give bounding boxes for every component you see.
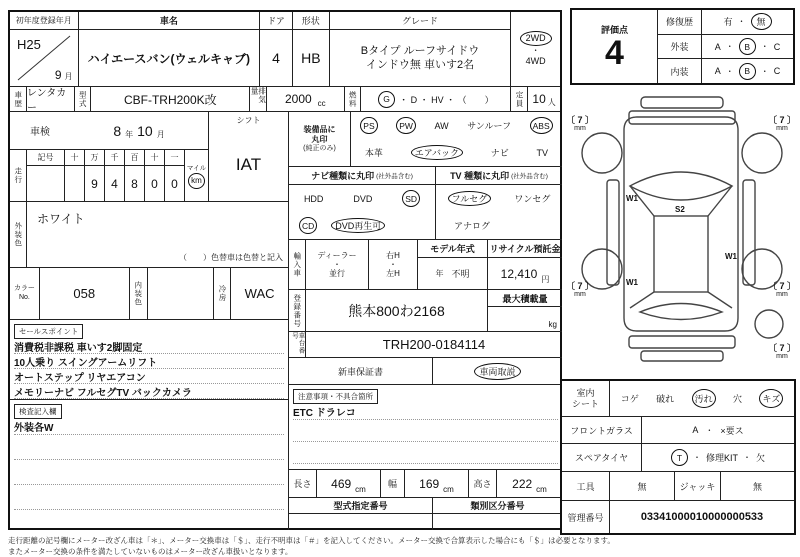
- nav-dvd: DVD: [353, 193, 373, 204]
- importer-dot2: ・: [389, 259, 397, 269]
- registration-month: 9: [54, 68, 62, 82]
- importer-label: 輸入車: [292, 251, 302, 278]
- tv-type-header: TV 種類に丸印: [450, 171, 510, 181]
- km-circled: km: [188, 173, 205, 189]
- notes-tag: 注意事項・不具合箇所: [293, 389, 378, 404]
- seat-scratch-circled: キズ: [759, 389, 783, 408]
- digit-2: 9: [91, 176, 98, 191]
- length-value: 469: [331, 476, 352, 491]
- drive-cell: [511, 12, 560, 86]
- door-cell: [260, 12, 293, 86]
- tv-analog: アナログ: [454, 221, 491, 231]
- door-label: ドア: [260, 12, 292, 30]
- designation-number-label: 型式指定番号: [289, 498, 432, 514]
- notes-line3: [293, 442, 558, 464]
- rating-score-label: 評価点: [600, 25, 628, 35]
- tread-rear-right: 〔 7 〕 mm: [768, 281, 797, 298]
- model-code-label: 型式: [78, 90, 88, 108]
- registration-month-unit: 月: [64, 72, 73, 81]
- tread-spare: 〔 7 〕 mm: [768, 343, 797, 360]
- equip-ps: PS: [360, 117, 377, 134]
- shift-label: シフト: [236, 115, 261, 125]
- max-load-unit: kg: [548, 320, 557, 329]
- recycle-unit: 円: [541, 275, 550, 284]
- footer-line2: またメーター交換の条件を満たしていないものはメーター改ざん車扱いとなります。: [8, 547, 293, 557]
- tread-front-left: 〔 7 〕 mm: [566, 115, 595, 132]
- seat-label-1: 室内: [576, 387, 595, 398]
- tv-fullseg: フルセグ: [448, 191, 492, 206]
- main-form: [8, 10, 562, 530]
- notes-line2: [293, 420, 558, 442]
- model-year-value: 不明: [451, 269, 470, 279]
- interior-grade-label: 内装: [658, 59, 702, 83]
- tv-oneseg: ワンセグ: [514, 194, 551, 204]
- width-value: 169: [419, 476, 440, 491]
- tools-label: 工具: [562, 472, 610, 500]
- length-label: 長さ: [289, 470, 317, 497]
- mileage-label: 走行: [13, 167, 23, 184]
- car-name-label: 車名: [79, 12, 260, 30]
- shaken-month-unit: 月: [156, 130, 165, 139]
- importer-parallel: 並行: [329, 269, 345, 279]
- interior-grade-b-circled: B: [739, 63, 756, 80]
- windshield-dot: ・: [705, 425, 714, 435]
- color-no-value: 058: [40, 268, 130, 319]
- fuel-label: 燃料: [348, 90, 358, 108]
- spare-tire-label: スペアタイヤ: [562, 444, 642, 471]
- sales-point-line3: オートステップ リヤエアコン: [14, 369, 284, 384]
- door-value: 4: [272, 50, 280, 66]
- history-label: 車歴: [13, 90, 23, 108]
- exterior-grade-a: A: [714, 41, 721, 52]
- interior-grade-a: A: [714, 66, 721, 77]
- seat-burn: コゲ: [620, 394, 639, 404]
- inspection-note-line2: [14, 435, 284, 460]
- damage-mark-s2-center: S2: [675, 205, 685, 214]
- height-unit: cm: [536, 485, 547, 494]
- header-row: [10, 12, 560, 87]
- repair-history-label: 修復歴: [658, 10, 702, 34]
- inspection-notes-tag: 検査記入欄: [14, 404, 62, 419]
- car-damage-diagram: [562, 90, 800, 380]
- drive-4wd: 4WD: [525, 55, 546, 66]
- displacement-value: 2000: [284, 92, 312, 106]
- shaken-label: 車検: [30, 127, 50, 138]
- grade-label: グレード: [330, 12, 511, 30]
- damage-mark-w1-right: W1: [725, 252, 737, 261]
- registration-number-label: 登録番号: [292, 293, 302, 328]
- exterior-grade-c: C: [773, 41, 781, 52]
- mileage-sign-value: [27, 166, 64, 201]
- windshield-label: フロントガラス: [562, 417, 642, 443]
- digit-6: 0: [171, 176, 178, 191]
- digit-header-3: 千: [105, 150, 124, 166]
- jack-value: 無: [752, 481, 762, 492]
- model-row: [10, 87, 560, 112]
- digit-header-4: 百: [125, 150, 144, 166]
- exterior-color-label: 外装色: [13, 221, 23, 248]
- interior-color-label: 内装色: [133, 280, 143, 307]
- capacity-label: 定員: [515, 90, 525, 108]
- equip-pw: PW: [396, 117, 416, 134]
- fuel-gasoline: G: [378, 91, 395, 108]
- classification-number-label: 類別区分番号: [433, 498, 562, 514]
- car-name-value: ハイエースバン(ウェルキャブ): [87, 51, 251, 66]
- sales-points-tag: セールスポイント: [14, 324, 83, 339]
- shaken-month: 10: [137, 122, 153, 139]
- footer-line1: 走行距離の記号欄にメーター改ざん車は「＊」、メーター交換車は「＄」、走行不明車は「＃」を記入してください。メーター交換で合算表示した場合にも「＄」は必要となります。: [8, 536, 615, 545]
- seat-hole: 穴: [733, 394, 743, 404]
- exterior-grade-label: 外装: [658, 35, 702, 59]
- sales-point-line4: メモリーナビ フルセグTV バックカメラ: [14, 384, 284, 399]
- capacity-value: 10: [532, 92, 546, 106]
- tv-type-note: (社外品含む): [511, 173, 548, 180]
- registration-number-value: 熊本800わ2168: [306, 290, 488, 331]
- windshield-x: ×要ス: [720, 425, 744, 436]
- manual-doc-circled: 車両取説: [474, 363, 520, 380]
- spare-dot2: ・: [743, 453, 751, 462]
- first-registration-cell: [10, 12, 79, 86]
- inspection-note-line4: [14, 485, 284, 510]
- nav-dvd-play: DVD再生可: [331, 218, 385, 233]
- mile-label: マイル: [186, 164, 207, 172]
- drive-2wd: 2WD: [520, 31, 552, 46]
- seat-tear: 破れ: [656, 394, 675, 404]
- exterior-color-value: ホワイト: [37, 212, 85, 226]
- warranty-doc-label: 新車保証書: [289, 358, 433, 384]
- digit-3: 4: [111, 176, 118, 191]
- grade-cell: [330, 12, 512, 86]
- exterior-dot2: ・: [760, 42, 769, 51]
- sales-point-line2: 10人乗り スイングアームリフト: [14, 354, 284, 369]
- exterior-grade-b-circled: B: [739, 38, 756, 55]
- nav-type-header: ナビ種類に丸印: [311, 171, 375, 181]
- equip-tv: TV: [536, 147, 549, 158]
- importer-dot1: ・: [333, 259, 341, 269]
- recycle-value: 12,410: [500, 266, 538, 281]
- equipment-label-1: 装備品に: [303, 124, 336, 134]
- history-value: レンタカー: [27, 87, 75, 111]
- equip-navi: ナビ: [490, 148, 509, 158]
- rating-score: 4: [605, 34, 624, 72]
- rating-panel: [570, 8, 795, 85]
- seat-stain-circled: 汚れ: [692, 389, 716, 408]
- classification-number-value: [433, 514, 562, 530]
- windshield-a: A: [692, 425, 699, 435]
- damage-mark-w1-rear-left: W1: [626, 278, 638, 287]
- color-no-label-1: カラー: [13, 285, 35, 293]
- importer-rh: 右H: [386, 250, 400, 260]
- shaken-year-unit: 年: [125, 130, 134, 139]
- repair-yes: 有: [723, 17, 733, 28]
- notes-line1: ETC ドラレコ: [293, 404, 558, 420]
- digit-1: [65, 166, 84, 201]
- width-unit: cm: [443, 485, 454, 494]
- importer-lh: 左H: [386, 269, 400, 279]
- spare-missing: 欠: [756, 453, 766, 463]
- car-topview-drawing: [562, 90, 800, 380]
- footer-notes: [8, 535, 796, 557]
- left-column: [10, 112, 289, 530]
- equipment-label-2: 丸印: [311, 134, 328, 144]
- equip-abs: ABS: [530, 117, 553, 134]
- model-year-label: モデル年式: [418, 240, 487, 258]
- digit-header-6: 一: [165, 150, 184, 166]
- designation-number-value: [289, 514, 432, 530]
- digit-header-5: 十: [145, 150, 164, 166]
- equip-leather: 本革: [364, 148, 383, 158]
- ac-label: 冷房: [217, 285, 227, 302]
- middle-column: [289, 112, 562, 530]
- nav-type-note: (社外品含む): [376, 173, 413, 180]
- nav-sd: SD: [402, 190, 420, 207]
- color-no-label-2: No.: [18, 293, 30, 301]
- management-number-label: 管理番号: [562, 501, 610, 533]
- equipment-label-3: (純正のみ): [303, 144, 336, 152]
- digit-5: 0: [151, 176, 158, 191]
- first-registration-label: 初年度登録年月: [10, 12, 78, 30]
- shape-value: HB: [301, 50, 321, 66]
- spare-tire-t-circled: T: [671, 449, 688, 466]
- equip-aw: AW: [434, 120, 449, 131]
- displacement-label: 排気量: [250, 87, 267, 104]
- grade-line2: インドウ無 車いす2名: [365, 59, 475, 71]
- equip-sunroof: サンルーフ: [467, 121, 512, 131]
- capacity-unit: 人: [547, 98, 556, 107]
- tools-value: 無: [610, 472, 675, 500]
- registration-era: H25: [17, 37, 41, 52]
- jack-label: ジャッキ: [675, 472, 721, 500]
- length-unit: cm: [355, 485, 366, 494]
- condition-table: [560, 379, 796, 535]
- shift-value: IAT: [235, 154, 262, 174]
- drive-dot: ・: [531, 46, 540, 56]
- tread-rear-left: 〔 7 〕 mm: [566, 281, 595, 298]
- width-label: 幅: [381, 470, 405, 497]
- shape-cell: [293, 12, 330, 86]
- shape-label: 形状: [293, 12, 329, 30]
- digit-header-1: 十: [65, 150, 84, 166]
- ac-value: WAC: [244, 286, 275, 301]
- management-number-value: 03341000010000000533: [640, 511, 764, 523]
- chassis-number-value: TRH200-0184114: [382, 337, 486, 352]
- nav-cd: CD: [299, 217, 317, 234]
- grade-line1: Bタイプ ルーフサイドウ: [360, 44, 480, 57]
- repair-no-circled: 無: [751, 13, 772, 30]
- importer-dealer: ディーラー: [317, 250, 357, 260]
- model-year-unit: 年: [435, 269, 444, 278]
- spare-dot1: ・: [692, 453, 701, 462]
- damage-mark-w1-left: W1: [626, 194, 638, 203]
- inspection-note-line3: [14, 460, 284, 485]
- color-change-note: （ ）色替車は色替と記入: [179, 253, 283, 262]
- repair-dot: ・: [737, 17, 746, 27]
- recycle-label: リサイクル預託金: [488, 240, 562, 258]
- interior-grade-c: C: [773, 66, 781, 77]
- interior-dot1: ・: [725, 66, 734, 76]
- digit-4: 8: [131, 176, 138, 191]
- interior-dot2: ・: [760, 66, 769, 76]
- mileage-sign-label: 記号: [27, 150, 64, 166]
- seat-label-2: シート: [571, 398, 599, 409]
- fuel-options: ・ D ・ HV ・ （ ）: [399, 94, 494, 105]
- chassis-number-label: 車台番号: [291, 332, 305, 355]
- height-label: 高さ: [469, 470, 497, 497]
- exterior-dot1: ・: [725, 42, 734, 51]
- model-code-value: CBF-TRH200K改: [91, 87, 250, 111]
- shaken-year: 8: [113, 122, 122, 139]
- spare-repair-kit: 修理KIT: [705, 453, 738, 463]
- nav-hdd: HDD: [303, 193, 324, 204]
- tread-front-right: 〔 7 〕 mm: [768, 115, 797, 132]
- interior-color-value: [148, 268, 215, 319]
- car-name-cell: [79, 12, 261, 86]
- displacement-unit: cc: [317, 99, 326, 108]
- sales-point-line1: 消費税非課税 車いす2脚固定: [14, 339, 284, 354]
- digit-header-2: 万: [85, 150, 104, 166]
- height-value: 222: [512, 476, 533, 491]
- equip-airbag: エアバック: [411, 145, 463, 160]
- max-load-label: 最大積載量: [488, 290, 562, 307]
- inspection-note-line1: 外装各W: [14, 419, 284, 435]
